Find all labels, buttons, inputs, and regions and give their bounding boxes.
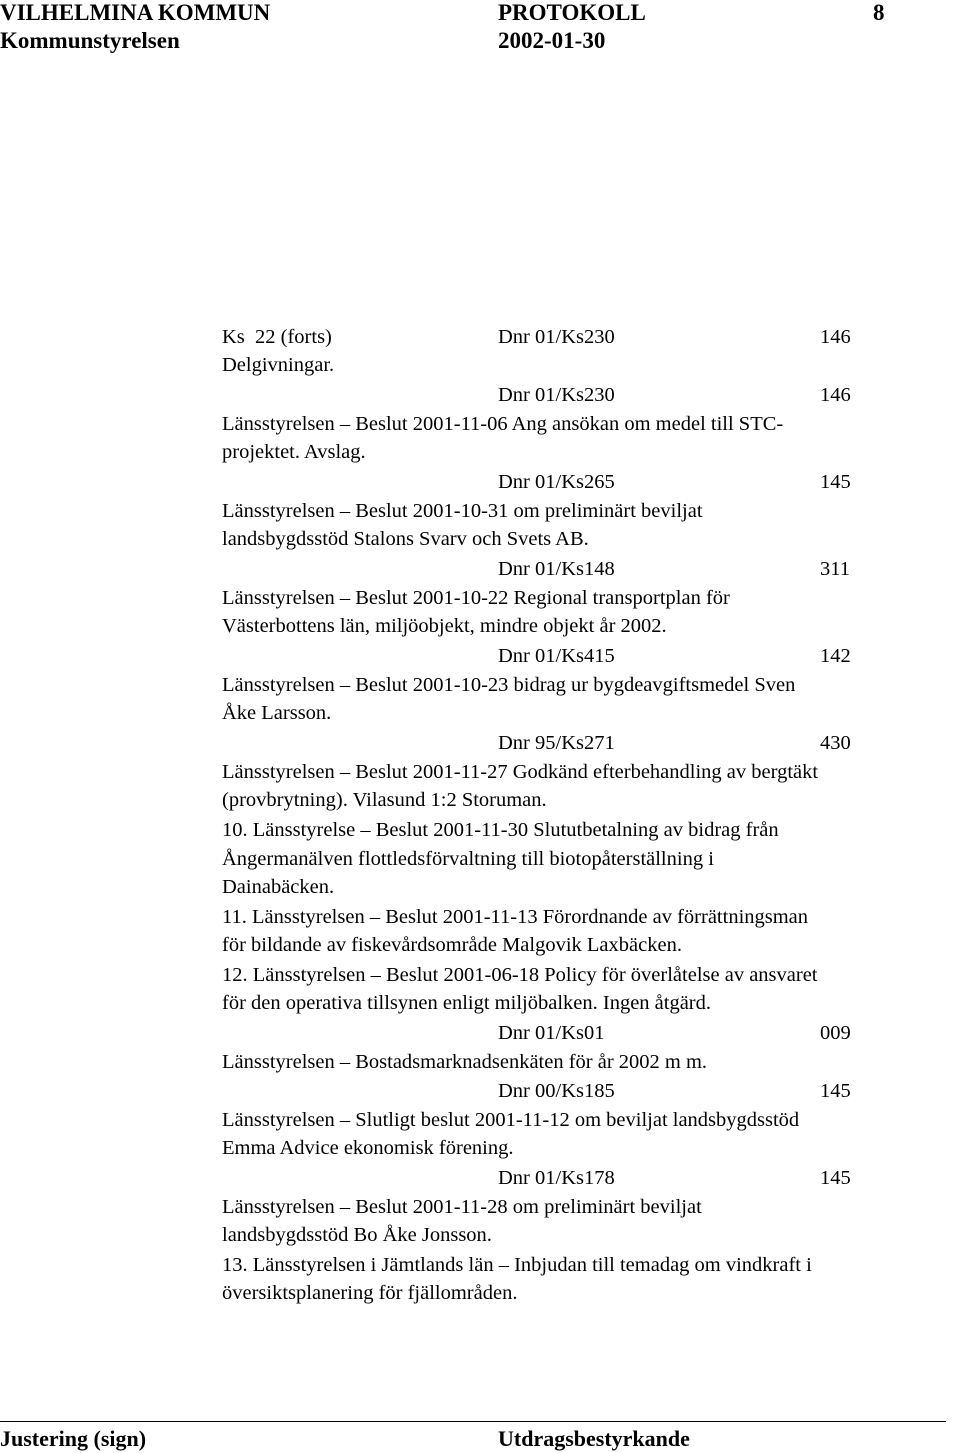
entry-number: 009 [820,1022,851,1044]
entry-dnr: Dnr 01/Ks01 [498,1022,605,1044]
certification-label: Utdragsbestyrkande [498,1426,690,1451]
entry-text-line: projektet. Avslag. [222,441,366,463]
meeting-date: 2002-01-30 [498,28,606,53]
entry-number: 145 [820,1080,851,1102]
entry-number: 142 [820,645,851,667]
entry-text-line: 11. Länsstyrelsen – Beslut 2001-11-13 Förordnande av förrättningsman [222,906,809,928]
entry-text-line: Länsstyrelsen – Beslut 2001-11-06 Ang ansökan om medel till STC- [222,413,784,435]
entry-text-line: Emma Advice ekonomisk förening. [222,1137,514,1159]
entry-dnr: Dnr 01/Ks230 [498,384,615,406]
entry-text-line: Länsstyrelsen – Beslut 2001-11-28 om preliminärt beviljat [222,1196,702,1218]
document-type: PROTOKOLL [498,0,646,25]
entry-text-line: Länsstyrelsen – Beslut 2001-10-22 Regional transportplan för [222,587,730,609]
entry-text-line: Länsstyrelsen – Beslut 2001-10-23 bidrag ur bygdeavgiftsmedel Sven [222,674,796,696]
entry-text-line: 10. Länsstyrelse – Beslut 2001-11-30 Slututbetalning av bidrag från [222,819,779,841]
entry-number: 145 [820,1167,851,1189]
entry-text-line: för bildande av fiskevårdsområde Malgovik Laxbäcken. [222,934,682,956]
entry-text-line: Åke Larsson. [222,702,332,724]
entry-text-line: Länsstyrelsen – Slutligt beslut 2001-11-12 om beviljat landsbygdsstöd [222,1109,800,1131]
signature-label: Justering (sign) [0,1426,147,1451]
entry-text-line: Länsstyrelsen – Beslut 2001-10-31 om preliminärt beviljat [222,500,703,522]
entry-text-line: Ångermanälven flottledsförvaltning till biotopåterställning i [222,848,714,870]
entry-text-line: landsbygdsstöd Bo Åke Jonsson. [222,1224,492,1246]
entry-text-line: Dainabäcken. [222,876,335,898]
entry-text-line: 13. Länsstyrelsen i Jämtlands län – Inbjudan till temadag om vindkraft i [222,1254,812,1276]
section-reference: Ks 22 (forts) [222,326,332,348]
page-number: 8 [873,0,885,25]
entry-dnr: Dnr 01/Ks415 [498,645,615,667]
committee-name: Kommunstyrelsen [0,28,180,53]
entry-text-line: landsbygdsstöd Stalons Svarv och Svets AB. [222,528,589,550]
entry-text-line: översiktsplanering för fjällområden. [222,1282,518,1304]
footer-rule [0,1421,946,1422]
section-number: 146 [820,326,851,348]
entry-number: 311 [820,558,850,580]
section-title: Delgivningar. [222,354,335,376]
entry-text-line: Västerbottens län, miljöobjekt, mindre objekt år 2002. [222,615,667,637]
entry-number: 146 [820,384,851,406]
entry-text-line: för den operativa tillsynen enligt miljöbalken. Ingen åtgärd. [222,992,712,1014]
municipality-name: VILHELMINA KOMMUN [0,0,271,25]
entry-dnr: Dnr 01/Ks178 [498,1167,615,1189]
entry-text-line: Länsstyrelsen – Beslut 2001-11-27 Godkänd efterbehandling av bergtäkt [222,761,819,783]
section-dnr: Dnr 01/Ks230 [498,326,615,348]
entry-dnr: Dnr 95/Ks271 [498,732,615,754]
entry-text-line: (provbrytning). Vilasund 1:2 Storuman. [222,789,547,811]
entry-text-line: Länsstyrelsen – Bostadsmarknadsenkäten för år 2002 m m. [222,1051,708,1073]
entry-dnr: Dnr 00/Ks185 [498,1080,615,1102]
entry-text-line: 12. Länsstyrelsen – Beslut 2001-06-18 Policy för överlåtelse av ansvaret [222,964,818,986]
entry-dnr: Dnr 01/Ks265 [498,471,615,493]
entry-number: 145 [820,471,851,493]
entry-dnr: Dnr 01/Ks148 [498,558,615,580]
entry-number: 430 [820,732,851,754]
